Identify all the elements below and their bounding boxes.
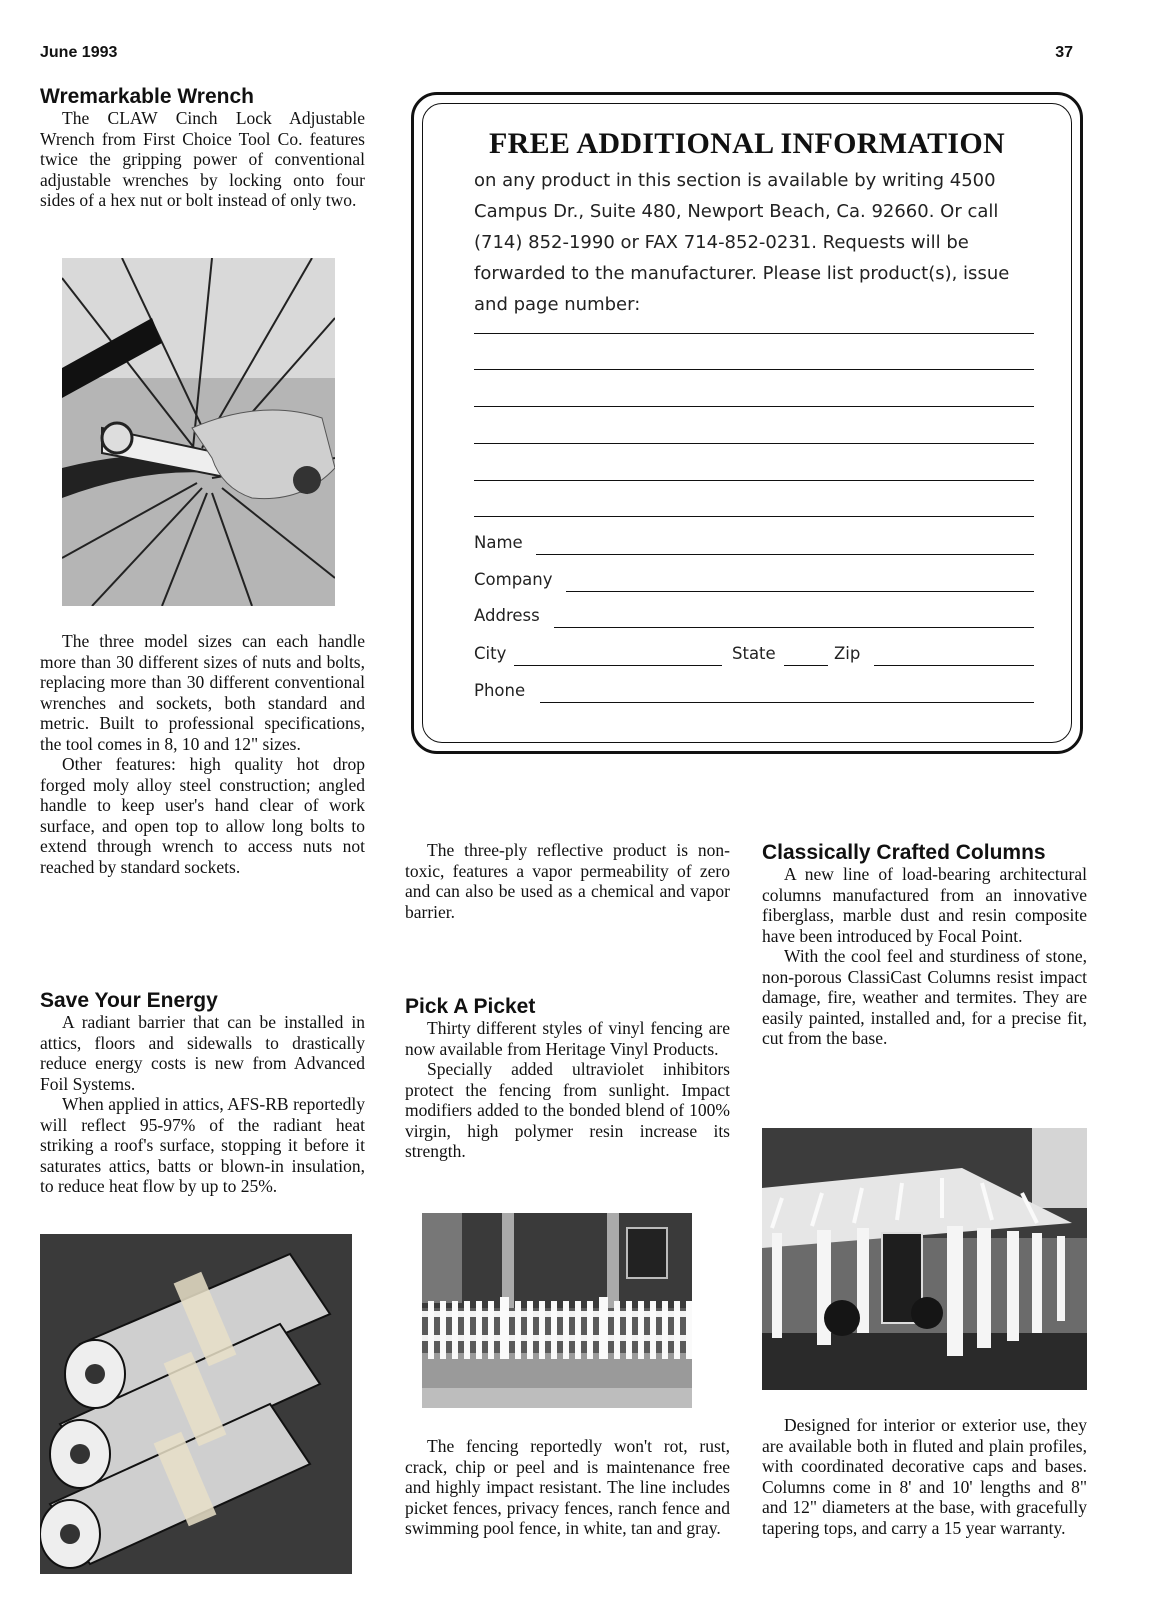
write-in-line[interactable]: [474, 516, 1034, 517]
wrench-paragraph-3: Other features: high quality hot drop forged moly alloy steel construction; angled handle to keep user's hand clear of work surface, and open top to allow long bolts to extend through wrench to access nuts not reached by standard sockets.: [40, 754, 365, 877]
phone-line[interactable]: [540, 702, 1034, 703]
wrench-article-continued: [40, 631, 365, 877]
name-label: Name: [474, 533, 523, 552]
picket-article: [405, 996, 730, 1162]
wrench-title: Wremarkable Wrench: [40, 85, 254, 108]
phone-label: Phone: [474, 681, 526, 700]
address-label: Address: [474, 606, 540, 625]
name-line[interactable]: [536, 554, 1034, 555]
info-box-body: on any product in this section is available by writing 4500 Campus Dr., Suite 480, Newport Beach, Ca. 92660. Or call (714) 852-1990 or FAX 714-852-0231. Requests will be forwarded to the manufacturer. Please list product(s), issue and page number:: [474, 170, 1010, 315]
columns-photo: [762, 1128, 1087, 1390]
zip-line[interactable]: [874, 665, 1034, 666]
wrench-article: [40, 86, 365, 211]
picket-paragraph-1: Thirty different styles of vinyl fencing are now available from Heritage Vinyl Products.: [405, 1018, 730, 1059]
columns-paragraph-3: Designed for interior or exterior use, they are available both in fluted and plain profiles, with coordinated decorative caps and bases. Columns come in 8' and 10' lengths and 8" and 12" diameters at the base, with gracefully tapering tops, and carry a 15 year warranty.: [762, 1415, 1087, 1538]
columns-title: Classically Crafted Columns: [762, 841, 1046, 864]
energy-paragraph-1: A radiant barrier that can be installed in attics, floors and sidewalls to drastically reduce energy costs is new from Advanced Foil Systems.: [40, 1012, 365, 1094]
picket-paragraph-2: Specially added ultraviolet inhibitors protect the fencing from sunlight. Impact modifiers added to the bonded blend of 100% virgin, high polymer resin increase its strength.: [405, 1059, 730, 1161]
issue-date: June 1993: [40, 44, 118, 61]
picket-article-continued: [405, 1436, 730, 1539]
foil-rolls-photo: [40, 1234, 352, 1574]
state-line[interactable]: [784, 665, 828, 666]
write-in-line[interactable]: [474, 443, 1034, 444]
columns-paragraph-1: A new line of load-bearing architectural columns manufactured from an innovative fiberglass, marble dust and resin composite have been introduced by Focal Point.: [762, 864, 1087, 946]
city-state-zip-row: [474, 644, 1034, 670]
address-field: [474, 606, 1034, 632]
page-number: 37: [1055, 44, 1073, 61]
company-line[interactable]: [566, 591, 1034, 592]
wrench-photo: [62, 258, 335, 606]
write-in-line[interactable]: [474, 369, 1034, 370]
company-field: [474, 570, 1034, 596]
picket-paragraph-3: The fencing reportedly won't rot, rust, crack, chip or peel and is maintenance free and highly impact resistant. The line includes picket fences, privacy fences, ranch fence and swimming pool fence, in white, tan and gray.: [405, 1436, 730, 1538]
picket-title: Pick A Picket: [405, 995, 536, 1018]
energy-article-continued: [405, 840, 730, 922]
city-label: City: [474, 644, 507, 663]
info-request-box: [411, 92, 1083, 754]
energy-article: [40, 990, 365, 1197]
phone-field: [474, 681, 1034, 707]
columns-article: [762, 842, 1087, 1049]
info-box-title: FREE ADDITIONAL INFORMATION: [489, 127, 1005, 160]
write-in-line[interactable]: [474, 406, 1034, 407]
picket-fence-photo: [422, 1213, 692, 1408]
address-line[interactable]: [554, 627, 1034, 628]
energy-title: Save Your Energy: [40, 989, 218, 1012]
state-label: State: [732, 644, 776, 663]
zip-label: Zip: [834, 644, 861, 663]
columns-paragraph-2: With the cool feel and sturdiness of stone, non-porous ClassiCast Columns resist impact damage, fire, weather and termites. They are easily painted, installed and, for a precise fit, cut from the base.: [762, 946, 1087, 1048]
foil-rolls-image: [40, 1234, 352, 1574]
write-in-line[interactable]: [474, 480, 1034, 481]
name-field: [474, 533, 1034, 559]
city-line[interactable]: [514, 665, 722, 666]
wrench-paragraph-2: The three model sizes can each handle more than 30 different sizes of nuts and bolts, replacing more than 30 different conventional wrenches and sockets, both standard and metric. Built to professional specifications, the tool comes in 8, 10 and 12" sizes.: [40, 631, 365, 754]
wrench-photo-image: [62, 258, 335, 606]
energy-paragraph-3: The three-ply reflective product is non-toxic, features a vapor permeability of zero and can also be used as a chemical and vapor barrier.: [405, 840, 730, 922]
columns-article-continued: [762, 1415, 1087, 1538]
columns-image: [762, 1128, 1087, 1390]
energy-paragraph-2: When applied in attics, AFS-RB reportedly will reflect 95-97% of the radiant heat striking a roof's surface, stopping it before it saturates attics, batts or blown-in insulation, to reduce heat flow by up to 25%.: [40, 1094, 365, 1196]
wrench-paragraph-1: The CLAW Cinch Lock Adjustable Wrench from First Choice Tool Co. features twice the gripping power of conventional adjustable wrenches by locking onto four sides of a hex nut or bolt instead of only two.: [40, 108, 365, 210]
write-in-line[interactable]: [474, 333, 1034, 334]
company-label: Company: [474, 570, 553, 589]
picket-fence-image: [422, 1213, 692, 1408]
